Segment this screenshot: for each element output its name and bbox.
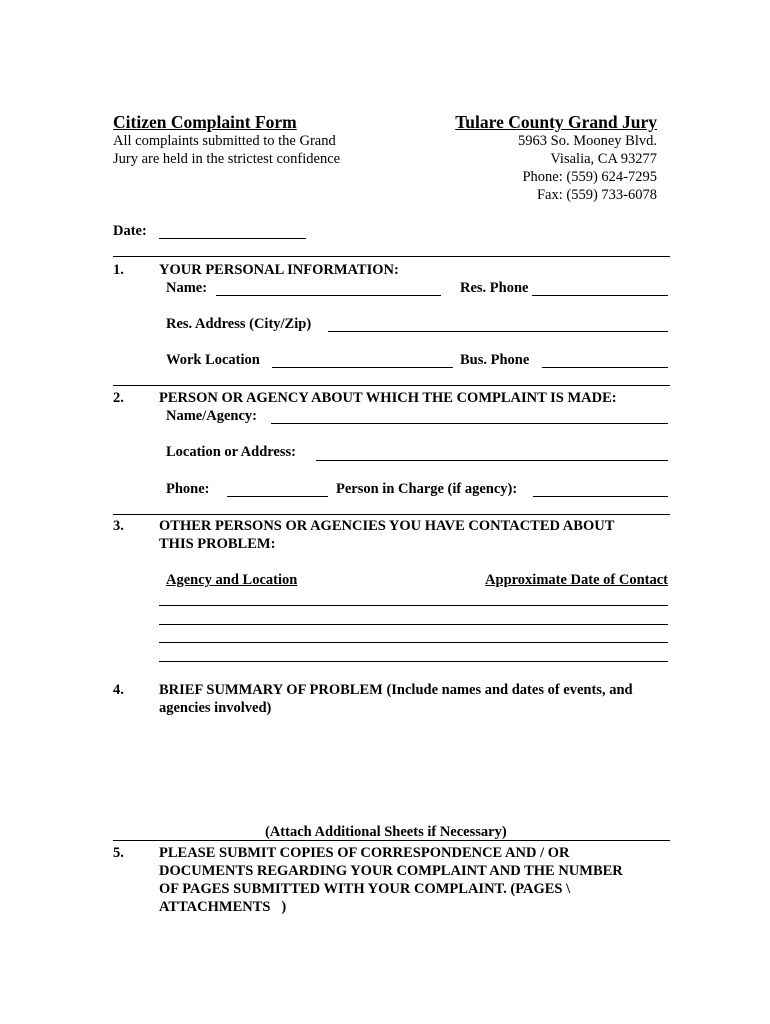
contact-row-line-1[interactable] bbox=[159, 605, 668, 606]
section-divider-3 bbox=[113, 514, 670, 515]
section4-number: 4. bbox=[113, 682, 124, 698]
section3-number: 3. bbox=[113, 518, 124, 534]
section2-number: 2. bbox=[113, 390, 124, 406]
attach-sheets-note: (Attach Additional Sheets if Necessary) bbox=[265, 824, 507, 840]
section-divider-2 bbox=[113, 385, 670, 386]
contact-row-line-3[interactable] bbox=[159, 642, 668, 643]
work-location-field[interactable] bbox=[272, 367, 453, 368]
section5-line-4: ATTACHMENTS ) bbox=[159, 899, 287, 915]
person-in-charge-field[interactable] bbox=[533, 496, 668, 497]
name-agency-label: Name/Agency: bbox=[166, 408, 258, 424]
section3-title-line-2: THIS PROBLEM: bbox=[159, 536, 276, 552]
res-phone-label: Res. Phone bbox=[460, 280, 529, 296]
section1-title: YOUR PERSONAL INFORMATION: bbox=[159, 262, 399, 278]
bus-phone-label: Bus. Phone bbox=[460, 352, 530, 368]
res-address-field[interactable] bbox=[328, 331, 668, 332]
name-agency-field[interactable] bbox=[271, 423, 668, 424]
section4-title-line-2: agencies involved) bbox=[159, 700, 272, 716]
bus-phone-field[interactable] bbox=[542, 367, 668, 368]
section5-line-3: OF PAGES SUBMITTED WITH YOUR COMPLAINT. (PAGES \ bbox=[159, 881, 571, 897]
agency-phone-label: Phone: bbox=[166, 481, 210, 497]
location-address-label: Location or Address: bbox=[166, 444, 296, 460]
section5-line-1: PLEASE SUBMIT COPIES OF CORRESPONDENCE AND / OR bbox=[159, 845, 570, 861]
section5-line-2: DOCUMENTS REGARDING YOUR COMPLAINT AND THE NUMBER bbox=[159, 863, 623, 879]
section3-title-line-1: OTHER PERSONS OR AGENCIES YOU HAVE CONTACTED ABOUT bbox=[159, 518, 615, 534]
agency-phone-field[interactable] bbox=[227, 496, 328, 497]
phone-number: Phone: (559) 624-7295 bbox=[522, 169, 657, 185]
agency-name: Tulare County Grand Jury bbox=[455, 112, 657, 132]
section2-title: PERSON OR AGENCY ABOUT WHICH THE COMPLAINT IS MADE: bbox=[159, 390, 617, 406]
contact-row-line-2[interactable] bbox=[159, 624, 668, 625]
work-location-label: Work Location bbox=[166, 352, 260, 368]
section1-number: 1. bbox=[113, 262, 124, 278]
confidentiality-line-2: Jury are held in the strictest confidence bbox=[113, 151, 341, 167]
form-title: Citizen Complaint Form bbox=[113, 112, 297, 132]
location-address-field[interactable] bbox=[316, 460, 668, 461]
confidentiality-line-1: All complaints submitted to the Grand bbox=[113, 133, 336, 149]
address-line-2: Visalia, CA 93277 bbox=[550, 151, 657, 167]
date-label: Date: bbox=[113, 223, 147, 239]
section5-number: 5. bbox=[113, 845, 124, 861]
name-label: Name: bbox=[166, 280, 208, 296]
res-address-label: Res. Address (City/Zip) bbox=[166, 316, 312, 332]
address-line-1: 5963 So. Mooney Blvd. bbox=[518, 133, 657, 149]
person-in-charge-label: Person in Charge (if agency): bbox=[336, 481, 518, 497]
agency-location-column-header: Agency and Location bbox=[166, 572, 298, 588]
contact-row-line-4[interactable] bbox=[159, 661, 668, 662]
section4-title-line-1: BRIEF SUMMARY OF PROBLEM (Include names and dates of events, and bbox=[159, 682, 633, 698]
fax-number: Fax: (559) 733-6078 bbox=[536, 187, 657, 203]
name-field[interactable] bbox=[216, 295, 441, 296]
section-divider-4 bbox=[113, 840, 670, 841]
date-field[interactable] bbox=[159, 238, 306, 239]
contact-date-column-header: Approximate Date of Contact bbox=[485, 572, 668, 588]
res-phone-field[interactable] bbox=[532, 295, 668, 296]
section-divider-1 bbox=[113, 256, 670, 257]
